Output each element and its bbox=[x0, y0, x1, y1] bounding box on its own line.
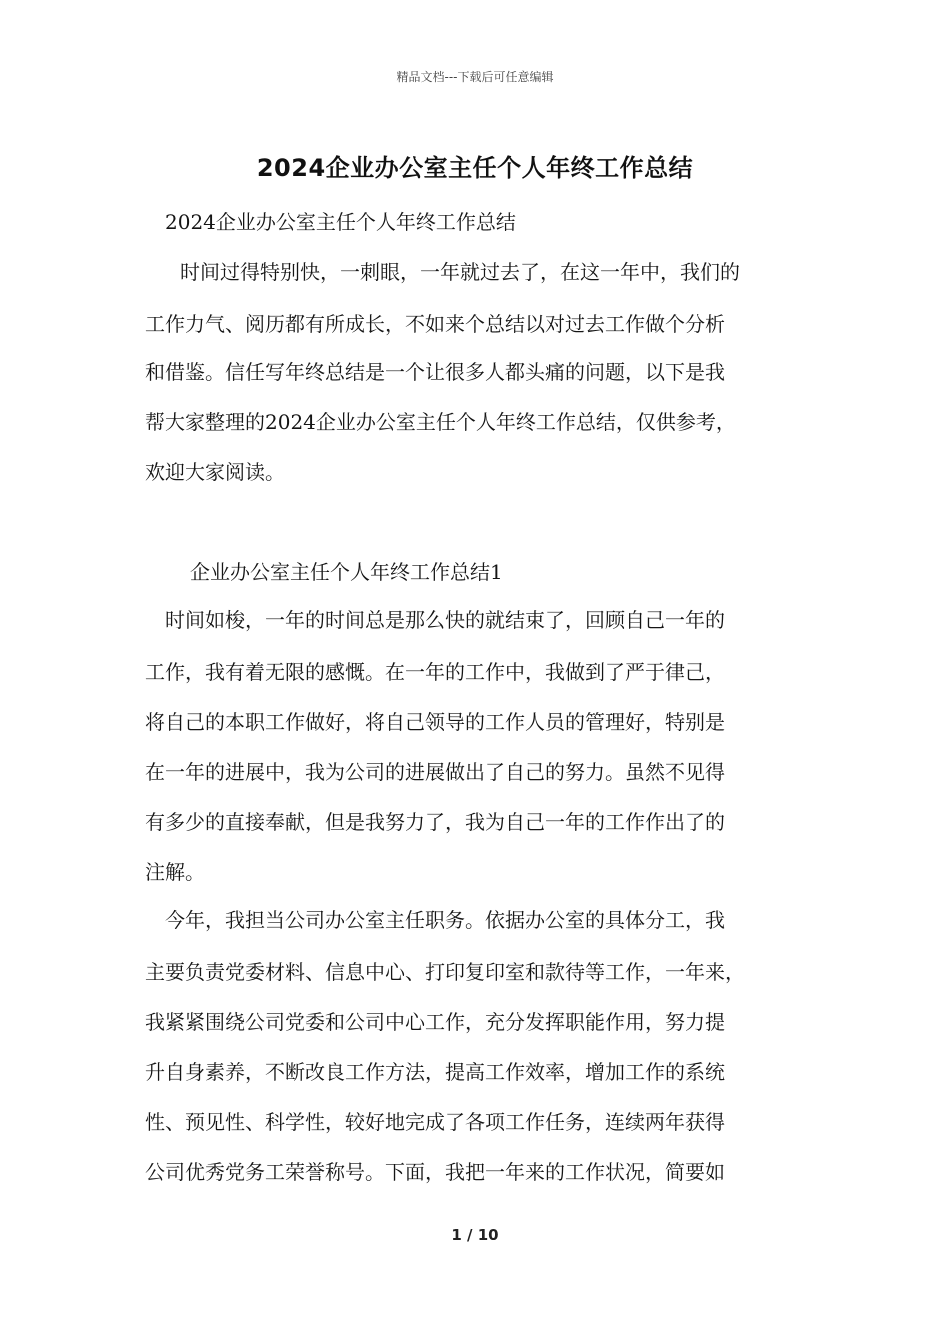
paragraph-line: 工作力气、阅历都有所成长，不如来个总结以对过去工作做个分析 bbox=[145, 312, 725, 336]
paragraph-line: 时间如梭，一年的时间总是那么快的就结束了，回顾自己一年的 bbox=[165, 608, 725, 632]
paragraph-line: 欢迎大家阅读。 bbox=[145, 460, 285, 484]
header-note: 精品文档---下载后可任意编辑 bbox=[396, 70, 554, 84]
page-number: 1 / 10 bbox=[451, 1226, 499, 1244]
paragraph-line: 工作，我有着无限的感慨。在一年的工作中，我做到了严于律己， bbox=[145, 660, 725, 684]
paragraph-line: 注解。 bbox=[145, 860, 205, 884]
paragraph-line: 帮大家整理的2024企业办公室主任个人年终工作总结，仅供参考， bbox=[145, 410, 736, 434]
paragraph-line: 和借鉴。信任写年终总结是一个让很多人都头痛的问题，以下是我 bbox=[145, 360, 725, 384]
paragraph-line: 将自己的本职工作做好，将自己领导的工作人员的管理好，特别是 bbox=[145, 710, 725, 734]
paragraph-line: 今年，我担当公司办公室主任职务。依据办公室的具体分工，我 bbox=[165, 908, 725, 932]
paragraph-line: 主要负责党委材料、信息中心、打印复印室和款待等工作，一年来， bbox=[145, 960, 745, 984]
paragraph-line: 在一年的进展中，我为公司的进展做出了自己的努力。虽然不见得 bbox=[145, 760, 725, 784]
paragraph-line: 升自身素养，不断改良工作方法，提高工作效率，增加工作的系统 bbox=[145, 1060, 725, 1084]
section-heading: 企业办公室主任个人年终工作总结1 bbox=[190, 560, 503, 584]
paragraph-line: 我紧紧围绕公司党委和公司中心工作，充分发挥职能作用，努力提 bbox=[145, 1010, 725, 1034]
subtitle-line: 2024企业办公室主任个人年终工作总结 bbox=[165, 210, 516, 234]
paragraph-line: 性、预见性、科学性，较好地完成了各项工作任务，连续两年获得 bbox=[145, 1110, 725, 1134]
document-title: 2024企业办公室主任个人年终工作总结 bbox=[256, 154, 694, 182]
paragraph-line: 公司优秀党务工荣誉称号。下面，我把一年来的工作状况，简要如 bbox=[145, 1160, 725, 1184]
paragraph-line: 时间过得特别快，一刺眼，一年就过去了，在这一年中，我们的 bbox=[180, 260, 740, 284]
paragraph-line: 有多少的直接奉献，但是我努力了，我为自己一年的工作作出了的 bbox=[145, 810, 725, 834]
